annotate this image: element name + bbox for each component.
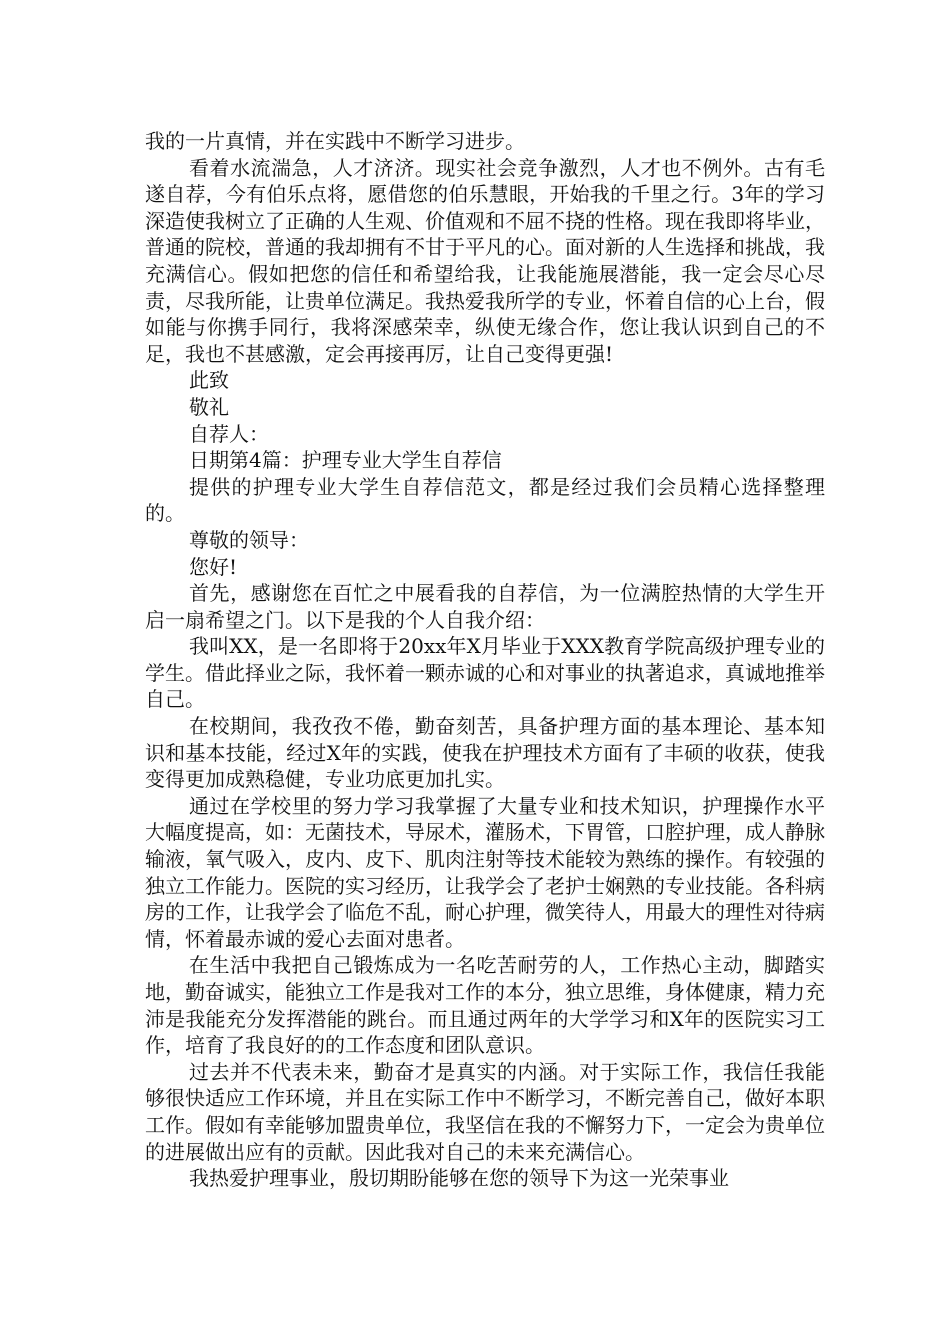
closing-salutation: 此致 [189,368,229,393]
paragraph-talent: 看着水流湍急，人才济济。现实社会竞争激烈，人才也不例外。古有毛遂自荐，今有伯乐点将，愿借您的伯乐慧眼，开始我的千里之行。3年的学习深造使我树立了正确的人生观、价值观和不屈不挠的性格。现在我即将毕业，普通的院校，普通的我却拥有不甘于平凡的心。面对新的人生选择和挑战，我充满信心。假如把您的信任和希望给我，让我能施展潜能，我一定会尽心尽责，尽我所能，让贵单位满足。我热爱我所学的专业，怀着自信的心上台，假如能与你携手同行，我将深感荣幸，纵使无缘合作，您让我认识到自己的不足，我也不甚感激，定会再接再厉，让自己变得更强! [145,155,825,366]
paragraph-school-period: 在校期间，我孜孜不倦，勤奋刻苦，具备护理方面的基本理论、基本知识和基本技能，经过X年的实践，使我在护理技术方面有了丰硕的收获，使我变得更加成熟稳健，专业功底更加扎实。 [145,714,825,792]
paragraph-self-intro: 我叫XX，是一名即将于20xx年X月毕业于XXX教育学院高级护理专业的学生。借此择业之际，我怀着一颗赤诚的心和对事业的执著追求，真诚地推举自己。 [145,634,825,712]
paragraph-future: 过去并不代表未来，勤奋才是真实的内涵。对于实际工作，我信任我能够很快适应工作环境，并且在实际工作中不断学习，不断完善自己，做好本职工作。假如有幸能够加盟贵单位，我坚信在我的不懈努力下，一定会为贵单位的进展做出应有的贡献。因此我对自己的未来充满信心。 [145,1059,825,1164]
letter-greeting: 尊敬的领导： [189,527,309,552]
letter-hello: 您好! [189,554,238,579]
date-and-section-title: 日期第4篇：护理专业大学生自荐信 [189,448,502,473]
paragraph-skills: 通过在学校里的努力学习我掌握了大量专业和技术知识，护理操作水平大幅度提高，如：无菌技术，导尿术，灌肠术，下胃管，口腔护理，成人静脉输液，氧气吸入，皮内、皮下、肌肉注射等技术能较为熟练的操作。有较强的独立工作能力。医院的实习经历，让我学会了老护士娴熟的专业技能。各科病房的工作，让我学会了临危不乱，耐心护理，微笑待人，用最大的理性对待病情，怀着最赤诚的爱心去面对患者。 [145,793,825,951]
paragraph-thanks: 首先，感谢您在百忙之中展看我的自荐信，为一位满腔热情的大学生开启一扇希望之门。以下是我的个人自我介绍： [145,581,825,632]
paragraph-passion: 我热爱护理事业，殷切期盼能够在您的领导下为这一光荣事业 [189,1166,729,1191]
closing-regards: 敬礼 [189,394,229,419]
paragraph-life: 在生活中我把自己锻炼成为一名吃苦耐劳的人，工作热心主动，脚踏实地，勤奋诚实，能独立工作是我对工作的本分，独立思维，身体健康，精力充沛是我能充分发挥潜能的跳台。而且通过两年的大学学习和X年的医院实习工作，培育了我良好的的工作态度和团队意识。 [145,953,825,1058]
intro-note: 提供的护理专业大学生自荐信范文，都是经过我们会员精心选择整理的。 [145,474,825,526]
signature-line: 自荐人： [189,421,269,446]
document-page [145,128,825,1192]
paragraph-continuation: 我的一片真情，并在实践中不断学习进步。 [145,129,525,153]
